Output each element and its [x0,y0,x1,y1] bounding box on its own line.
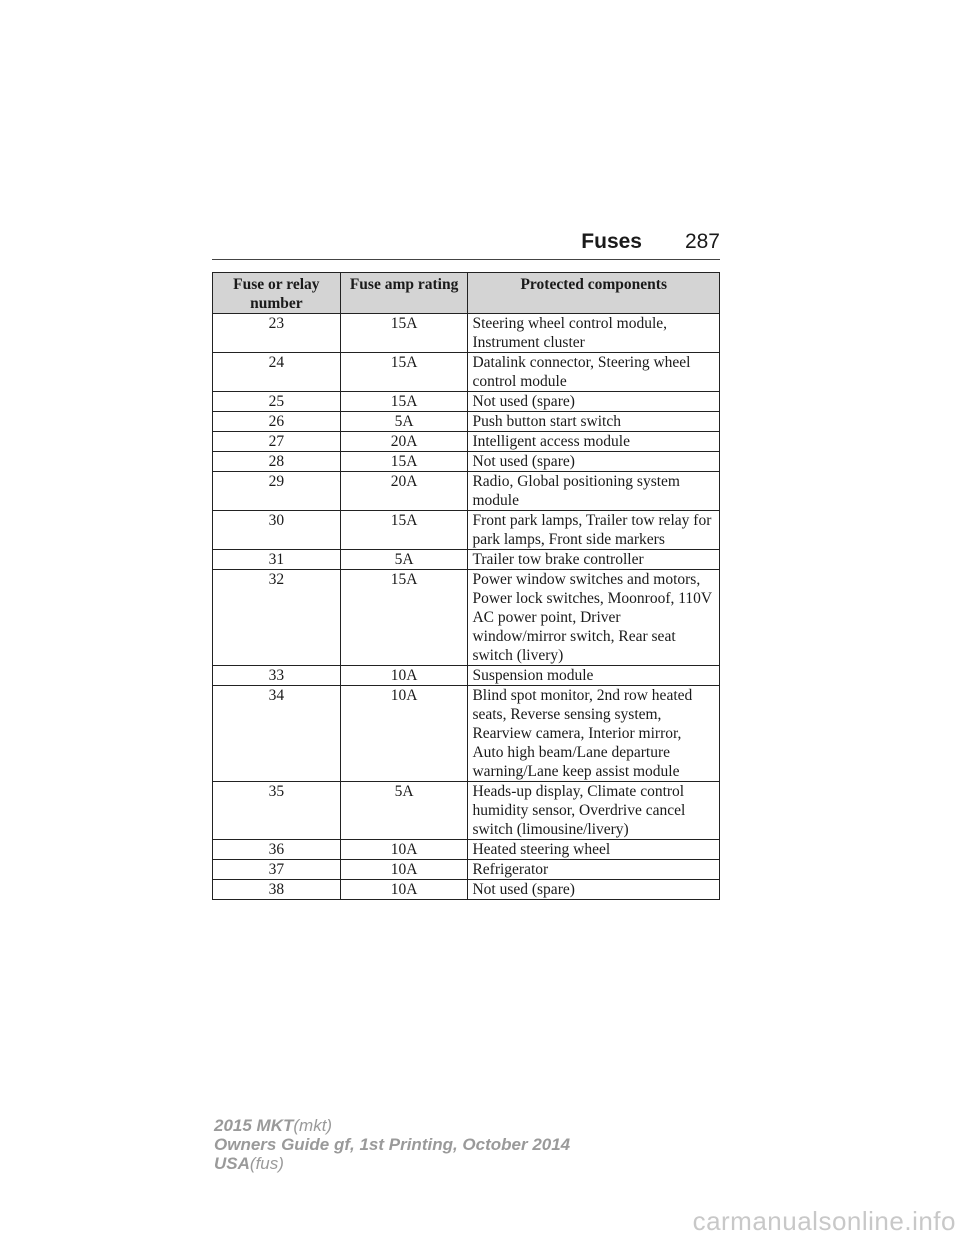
protected-components-cell: Not used (spare) [468,392,720,412]
page-number: 287 [684,230,720,253]
table-row [213,782,720,840]
table-row [213,353,720,392]
protected-components-cell: Trailer tow brake controller [468,550,720,570]
protected-components-cell: Power window switches and motors, Power lock switches, Moonroof, 110V AC power point, Driver window/mirror switch, Rear seat switch (livery) [468,570,720,666]
footer-model-line [214,1116,570,1135]
fuse-number-cell: 38 [213,880,341,900]
fuse-number-cell: 36 [213,840,341,860]
fuse-rating-cell: 20A [340,472,468,511]
table-row [213,452,720,472]
table-row [213,472,720,511]
fuse-number-cell: 35 [213,782,341,840]
column-header-number: Fuse or relay number [213,273,341,314]
fuse-rating-cell: 20A [340,432,468,452]
fuse-rating-cell: 15A [340,314,468,353]
footer-market-code: (fus) [249,1154,284,1173]
fuse-number-cell: 29 [213,472,341,511]
fuse-number-cell: 24 [213,353,341,392]
table-row [213,570,720,666]
protected-components-cell: Heated steering wheel [468,840,720,860]
fuse-number-cell: 23 [213,314,341,353]
fuse-rating-cell: 5A [340,412,468,432]
table-row [213,511,720,550]
fuse-rating-cell: 15A [340,511,468,550]
fuse-rating-cell: 15A [340,570,468,666]
footer-market: USA [214,1154,250,1173]
fuse-rating-cell: 5A [340,782,468,840]
protected-components-cell: Heads-up display, Climate control humidity sensor, Overdrive cancel switch (limousine/livery) [468,782,720,840]
protected-components-cell: Blind spot monitor, 2nd row heated seats, Reverse sensing system, Rearview camera, Interior mirror, Auto high beam/Lane departure warning/Lane keep assist module [468,686,720,782]
document-footer [214,1116,570,1173]
page-header [212,226,720,260]
fuse-number-cell: 33 [213,666,341,686]
protected-components-cell: Push button start switch [468,412,720,432]
fuse-rating-cell: 15A [340,353,468,392]
fuse-number-cell: 31 [213,550,341,570]
fuse-rating-cell: 15A [340,452,468,472]
footer-market-line [214,1154,570,1173]
footer-model-code: (mkt) [293,1116,333,1135]
protected-components-cell: Radio, Global positioning system module [468,472,720,511]
fuse-rating-cell: 10A [340,880,468,900]
fuse-number-cell: 32 [213,570,341,666]
fuse-rating-cell: 15A [340,392,468,412]
table-row [213,432,720,452]
protected-components-cell: Not used (spare) [468,452,720,472]
column-header-components: Protected components [468,273,720,314]
protected-components-cell: Refrigerator [468,860,720,880]
fuse-table [212,272,720,900]
table-row [213,550,720,570]
table-row [213,314,720,353]
fuse-rating-cell: 10A [340,686,468,782]
table-row [213,880,720,900]
protected-components-cell: Datalink connector, Steering wheel control module [468,353,720,392]
table-row [213,412,720,432]
protected-components-cell: Front park lamps, Trailer tow relay for park lamps, Front side markers [468,511,720,550]
table-row [213,392,720,412]
protected-components-cell: Suspension module [468,666,720,686]
table-row [213,840,720,860]
fuse-number-cell: 25 [213,392,341,412]
column-header-rating: Fuse amp rating [340,273,468,314]
table-row [213,666,720,686]
protected-components-cell: Not used (spare) [468,880,720,900]
watermark-text: carmanualsonline.info [692,1206,956,1236]
fuse-rating-cell: 5A [340,550,468,570]
fuse-rating-cell: 10A [340,840,468,860]
table-header-row [213,273,720,314]
fuse-rating-cell: 10A [340,666,468,686]
fuse-number-cell: 37 [213,860,341,880]
fuse-number-cell: 26 [213,412,341,432]
protected-components-cell: Steering wheel control module, Instrument cluster [468,314,720,353]
footer-printing-line: Owners Guide gf, 1st Printing, October 2014 [214,1135,571,1154]
fuse-number-cell: 34 [213,686,341,782]
fuse-number-cell: 30 [213,511,341,550]
fuse-number-cell: 28 [213,452,341,472]
fuse-number-cell: 27 [213,432,341,452]
table-row [213,686,720,782]
protected-components-cell: Intelligent access module [468,432,720,452]
footer-model: 2015 MKT [214,1116,294,1135]
header-rule [212,259,720,260]
table-row [213,860,720,880]
fuse-rating-cell: 10A [340,860,468,880]
section-title: Fuses [581,230,642,253]
